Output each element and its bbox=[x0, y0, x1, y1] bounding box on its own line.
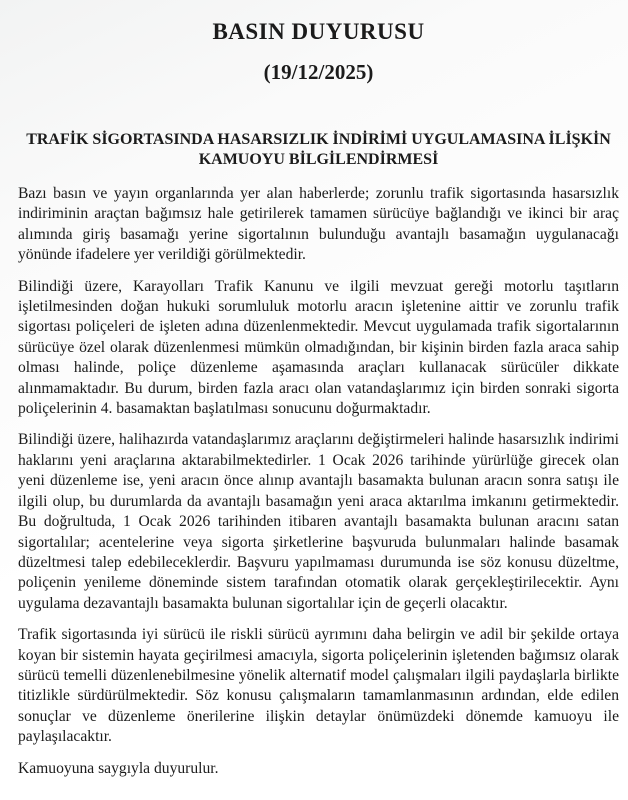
paragraph-alternative-model: Trafik sigortasında iyi sürücü ile riskli sürücü ayrımını daha belirgin ve adil bir şekilde ortaya koyan bir sistemin hayata geçirilmesi amacıyla, sigorta poliçelerinin işletenden bağımsız olarak sürücü temelli düzenlenebilmesine yönelik alternatif model çalışmaları ilgili paydaşlarla birlikte titizlikle sürdürülmektedir. Söz konusu çalışmaların tamamlanmasının ardından, elde edilen sonuçlar ve düzenleme önerilerine ilişkin detaylar önümüzdeki dönemde kamuoyu ile paylaşılacaktır. bbox=[18, 626, 619, 746]
paragraph-current-practice: Bilindiği üzere, Karayolları Trafik Kanunu ve ilgili mevzuat gereği motorlu taşıtların işletilmesinden doğan hukuki sorumluluk motorlu aracın işletenine aittir ve zorunlu trafik sigortası poliçeleri de işleten adına düzenlenmektedir. Mevcut uygulamada trafik sigortalarının sürücüye özel olarak düzenlenmesi mümkün olmadığından, bir kişinin birden fazla araca sahip olması halinde, poliçe düzenleme aşamasında araçları kullanacak sürücüler dikkate alınmamaktadır. Bu durum, birden fazla aracı olan vatandaşlarımız için birden sonraki sigorta poliçelerinin 4. basamaktan başlatılması sonucunu doğurmaktadır. bbox=[18, 277, 619, 418]
document-date: (19/12/2025) bbox=[263, 60, 374, 84]
heading-line-2: KAMUOYU BİLGİLENDİRMESİ bbox=[198, 151, 439, 168]
heading-line-1: TRAFİK SİGORTASINDA HASARSIZLIK İNDİRİMİ UYGULAMASINA İLİŞKİN bbox=[26, 131, 611, 148]
document-title: BASIN DUYURUSU bbox=[212, 19, 425, 44]
document-heading bbox=[18, 130, 619, 170]
paragraph-new-regulation: Bilindiği üzere, halihazırda vatandaşlarımız araçlarını değiştirmeleri halinde hasarsızlık indirimi haklarını yeni araçlarına aktarabilmektedirler. 1 Ocak 2026 tarihinde yürürlüğe girecek olan yeni düzenleme ise, yeni aracın önce alınıp avantajlı basamakta bulunan aracın sonra satışı ile ilgili olup, bu durumlarda da avantajlı basamağın yeni araca aktarılma imkanını getirmektedir. Bu doğrultuda, 1 Ocak 2026 tarihinden itibaren avantajlı basamakta bulunan aracını satan sigortalılar; acentelerine veya sigorta şirketlerine başvuruda bulunmaları halinde basamak düzeltmesi talep edebileceklerdir. Başvuru yapılmaması durumunda ise söz konusu düzeltme, poliçenin yenileme döneminde sistem tarafından otomatik olarak gerçekleştirilecektir. Aynı uygulama dezavantajlı basamakta bulunan sigortalılar için de geçerli olacaktır. bbox=[18, 431, 619, 612]
closing-statement: Kamuoyuna saygıyla duyurulur. bbox=[18, 759, 219, 777]
paragraph-press-reports: Bazı basın ve yayın organlarında yer alan haberlerde; zorunlu trafik sigortasında hasarsızlık indiriminin araçtan bağımsız hale getirilerek tamamen sürücüye bağlandığı ve ikinci bir araç alımında giriş basamağı yerine sigortalının bulunduğu avantajlı basamağın uygulanacağı yönünde ifadelere yer verildiği görülmektedir. bbox=[18, 185, 619, 264]
